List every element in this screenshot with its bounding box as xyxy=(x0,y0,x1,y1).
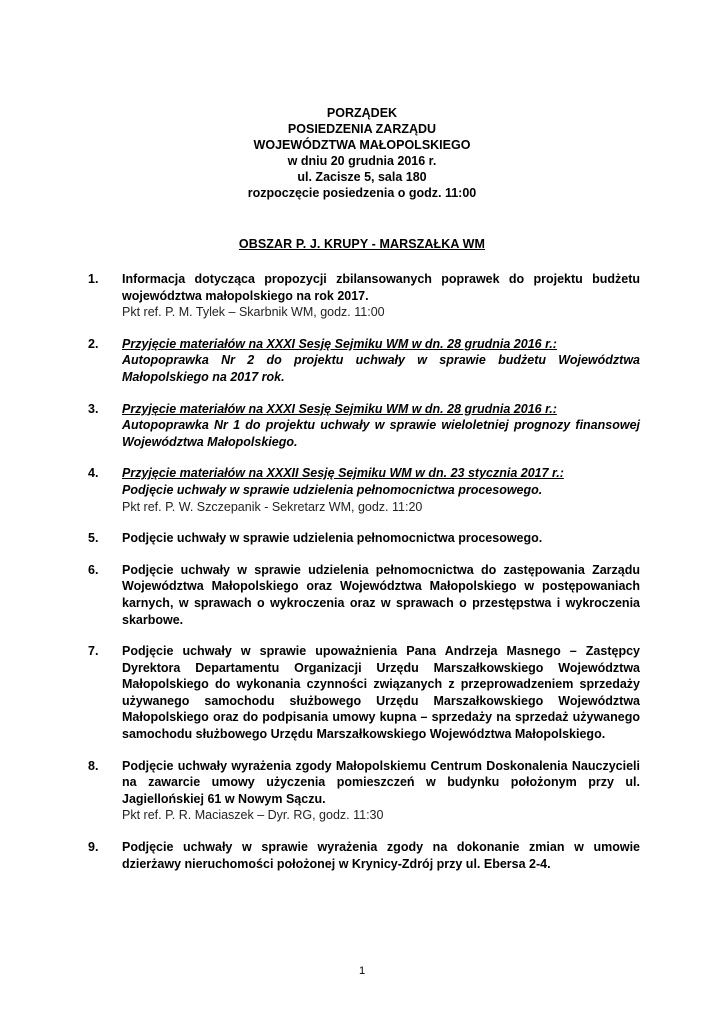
document-header xyxy=(0,105,724,201)
header-line: WOJEWÓDZTWA MAŁOPOLSKIEGO xyxy=(253,138,471,152)
item-title: Podjęcie uchwały wyrażenia zgody Małopolskiemu Centrum Doskonalenia Nauczycieli na zawarcie umowy użyczenia pomieszczeń w budynku położonym przy ul. Jagiellońskiej 61 w Nowym Sączu. xyxy=(122,758,640,806)
header-line: w dniu 20 grudnia 2016 r. xyxy=(287,154,437,168)
agenda-list xyxy=(88,271,640,887)
agenda-item xyxy=(88,758,640,824)
item-subtitle: Podjęcie uchwały w sprawie udzielenia pełnomocnictwa procesowego. xyxy=(122,482,543,497)
item-number: 7. xyxy=(88,644,99,659)
header-line: rozpoczęcie posiedzenia o godz. 11:00 xyxy=(247,186,477,200)
page-number: 1 xyxy=(358,965,366,977)
item-number: 3. xyxy=(88,401,99,416)
header-line: PORZĄDEK xyxy=(326,106,398,120)
item-number: 6. xyxy=(88,562,99,577)
agenda-item xyxy=(88,401,640,451)
item-title: Podjęcie uchwały w sprawie udzielenia pełnomocnictwa procesowego. xyxy=(122,531,543,546)
item-session: Przyjęcie materiałów na XXXI Sesję Sejmiku WM w dn. 28 grudnia 2016 r.: xyxy=(122,401,557,416)
item-number: 5. xyxy=(88,531,99,546)
item-ref: Pkt ref. P. M. Tylek – Skarbnik WM, godz. 11:00 xyxy=(122,305,385,320)
section-title: OBSZAR P. J. KRUPY - MARSZAŁKA WM xyxy=(238,237,486,251)
item-number: 9. xyxy=(88,840,99,855)
header-line: ul. Zacisze 5, sala 180 xyxy=(297,170,427,184)
agenda-item xyxy=(88,271,640,321)
agenda-item xyxy=(88,336,640,386)
item-number: 2. xyxy=(88,336,99,351)
agenda-item xyxy=(88,839,640,872)
item-title: Podjęcie uchwały w sprawie udzielenia pełnomocnictwa do zastępowania Zarządu Województwa Małopolskiego oraz Województwa Małopolskiego w postępowaniach karnych, w sprawach o wykroczenia oraz w sprawach o przestępstwa i wykroczenia skarbowe. xyxy=(122,562,640,627)
agenda-item xyxy=(88,643,640,743)
item-number: 8. xyxy=(88,758,99,773)
item-subtitle: Autopoprawka Nr 2 do projektu uchwały w sprawie budżetu Województwa Małopolskiego na 2017 rok. xyxy=(122,353,640,384)
item-subtitle: Autopoprawka Nr 1 do projektu uchwały w sprawie wieloletniej prognozy finansowej Województwa Małopolskiego. xyxy=(122,418,640,449)
item-number: 1. xyxy=(88,272,99,286)
item-session: Przyjęcie materiałów na XXXI Sesję Sejmiku WM w dn. 28 grudnia 2016 r.: xyxy=(122,336,557,351)
item-title: Informacja dotycząca propozycji zbilansowanych poprawek do projektu budżetu województwa małopolskiego na rok 2017. xyxy=(122,272,640,303)
item-number: 4. xyxy=(88,466,99,481)
agenda-item xyxy=(88,465,640,515)
header-line: POSIEDZENIA ZARZĄDU xyxy=(287,122,437,136)
item-ref: Pkt ref. P. W. Szczepanik - Sekretarz WM, godz. 11:20 xyxy=(122,499,423,514)
agenda-item xyxy=(88,530,640,547)
item-title: Podjęcie uchwały w sprawie upoważnienia Pana Andrzeja Masnego – Zastępcy Dyrektora Departamentu Organizacji Urzędu Marszałkowskiego Województwa Małopolskiego do wykonania czynności związanych z przeprowadzeniem sprzedaży używanego samochodu służbowego Urzędu Marszałkowskiego Województwa Małopolskiego oraz do podpisania umowy kupna – sprzedaży na sprzedaż używanego samochodu służbowego Urzędu Marszałkowskiego Województwa Małopolskiego. xyxy=(122,644,640,742)
item-title: Podjęcie uchwały w sprawie wyrażenia zgody na dokonanie zmian w umowie dzierżawy nieruchomości położonej w Krynicy-Zdrój przy ul. Ebersa 2-4. xyxy=(122,840,640,871)
item-ref: Pkt ref. P. R. Maciaszek – Dyr. RG, godz. 11:30 xyxy=(122,808,384,823)
item-session: Przyjęcie materiałów na XXXII Sesję Sejmiku WM w dn. 23 stycznia 2017 r.: xyxy=(122,466,564,481)
agenda-item xyxy=(88,562,640,628)
